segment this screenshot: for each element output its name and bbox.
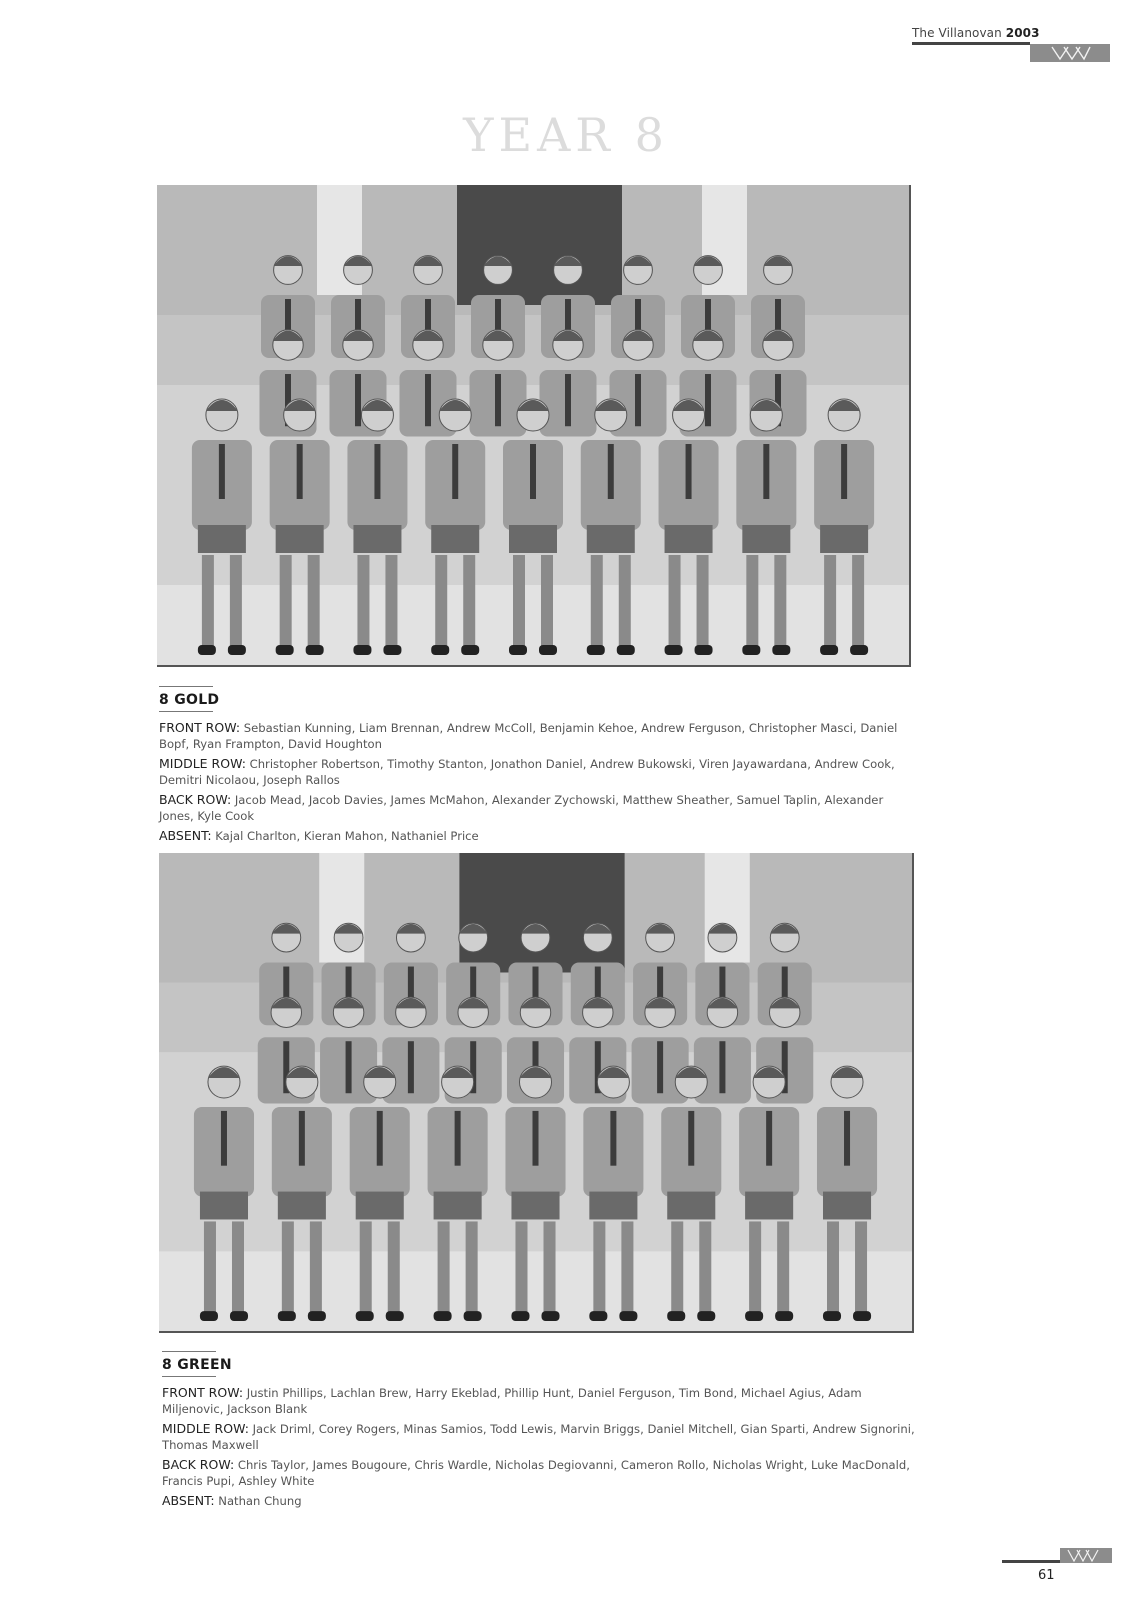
tie — [610, 1111, 616, 1166]
shoe-left — [665, 645, 683, 655]
middle-row-label: MIDDLE ROW: — [162, 1421, 249, 1436]
shorts — [278, 1192, 326, 1220]
sock-right — [699, 1221, 711, 1316]
front-row-label: FRONT ROW: — [159, 720, 241, 735]
shoe-left — [589, 1311, 607, 1321]
absent-list: Kajal Charlton, Kieran Mahon, Nathaniel Price — [215, 829, 479, 843]
shoe-right — [539, 645, 557, 655]
sock-left — [513, 555, 525, 650]
shoe-right — [619, 1311, 637, 1321]
back-row-names — [162, 1457, 922, 1489]
tie — [355, 374, 361, 426]
caption-rule-top — [162, 1351, 216, 1352]
sock-left — [202, 555, 214, 650]
sock-right — [466, 1221, 478, 1316]
sock-right — [463, 555, 475, 650]
sock-left — [438, 1221, 450, 1316]
tie — [299, 1111, 305, 1166]
shorts — [589, 1192, 637, 1220]
doorway — [459, 853, 624, 973]
shoe-left — [742, 645, 760, 655]
tie — [425, 374, 431, 426]
sock-right — [777, 1221, 789, 1316]
sock-right — [855, 1221, 867, 1316]
tie — [608, 444, 614, 499]
caption-rule-bottom — [162, 1376, 216, 1377]
back-row-label: BACK ROW: — [159, 792, 232, 807]
section-title: 8 GOLD — [159, 692, 220, 708]
shoe-right — [306, 645, 324, 655]
sock-right — [619, 555, 631, 650]
shoe-left — [278, 1311, 296, 1321]
tie — [635, 374, 641, 426]
tie — [705, 374, 711, 426]
front-row-list: Sebastian Kunning, Liam Brennan, Andrew McColl, Benjamin Kehoe, Andrew Ferguson, Christopher Masci, Daniel Bopf, Ryan Frampton, David Houghton — [159, 721, 898, 751]
shorts — [431, 525, 479, 553]
shoe-left — [356, 1311, 374, 1321]
tie — [844, 1111, 850, 1166]
page-footer — [1002, 1548, 1112, 1588]
publication-year: 2003 — [1005, 26, 1040, 40]
tie — [346, 1041, 352, 1093]
sock-right — [852, 555, 864, 650]
shoe-left — [587, 645, 605, 655]
absent-names — [162, 1493, 922, 1510]
sock-right — [541, 555, 553, 650]
shorts — [742, 525, 790, 553]
tie — [374, 444, 380, 499]
shoe-right — [461, 645, 479, 655]
absent-label: ABSENT: — [162, 1493, 215, 1508]
header-text — [912, 26, 1112, 40]
sock-right — [230, 555, 242, 650]
middle-row-names — [159, 756, 919, 788]
shoe-left — [820, 645, 838, 655]
shoe-right — [228, 645, 246, 655]
sock-left — [749, 1221, 761, 1316]
villanova-logo-icon — [1030, 44, 1110, 62]
tie — [297, 444, 303, 499]
footer-rule — [1002, 1560, 1060, 1563]
caption-8-green — [162, 1351, 922, 1514]
sock-left — [827, 1221, 839, 1316]
shoe-right — [386, 1311, 404, 1321]
absent-list: Nathan Chung — [218, 1494, 302, 1508]
tie — [377, 1111, 383, 1166]
shoe-left — [353, 645, 371, 655]
shoe-right — [772, 645, 790, 655]
sock-left — [204, 1221, 216, 1316]
shoe-left — [667, 1311, 685, 1321]
shoe-left — [745, 1311, 763, 1321]
shoe-right — [383, 645, 401, 655]
ground — [157, 585, 909, 665]
back-row-list: Chris Taylor, James Bougoure, Chris Wardle, Nicholas Degiovanni, Cameron Rollo, Nicholas Wright, Luke MacDonald, Francis Pupi, Ashley White — [162, 1458, 910, 1488]
sock-right — [385, 555, 397, 650]
shorts — [820, 525, 868, 553]
absent-label: ABSENT: — [159, 828, 212, 843]
shoe-right — [850, 645, 868, 655]
back-row-label: BACK ROW: — [162, 1457, 235, 1472]
page-title: YEAR 8 — [463, 108, 669, 162]
tie — [452, 444, 458, 499]
caption-8-gold — [159, 686, 919, 849]
shorts — [587, 525, 635, 553]
sock-left — [357, 555, 369, 650]
tie — [657, 1041, 663, 1093]
sock-left — [591, 555, 603, 650]
sock-right — [774, 555, 786, 650]
ground — [159, 1251, 912, 1331]
front-row-label: FRONT ROW: — [162, 1385, 244, 1400]
middle-row-list: Christopher Robertson, Timothy Stanton, Jonathon Daniel, Andrew Bukowski, Viren Jayawardana, Andrew Cook, Demitri Nicolaou, Joseph Rallos — [159, 757, 895, 787]
shoe-right — [308, 1311, 326, 1321]
back-row-list: Jacob Mead, Jacob Davies, James McMahon, Alexander Zychowski, Matthew Sheather, Samuel Taplin, Alexander Jones, Kyle Cook — [159, 793, 884, 823]
tie — [719, 1041, 725, 1093]
tie — [686, 444, 692, 499]
tie — [688, 1111, 694, 1166]
sock-right — [388, 1221, 400, 1316]
sock-left — [515, 1221, 527, 1316]
shorts — [511, 1192, 559, 1220]
shoe-left — [200, 1311, 218, 1321]
front-row-names — [159, 720, 919, 752]
sock-left — [669, 555, 681, 650]
sock-left — [435, 555, 447, 650]
running-header — [912, 26, 1112, 40]
shorts — [665, 525, 713, 553]
sock-left — [671, 1221, 683, 1316]
shoe-right — [542, 1311, 560, 1321]
page-number: 61 — [1038, 1568, 1055, 1583]
shoe-right — [617, 645, 635, 655]
shorts — [200, 1192, 248, 1220]
shorts — [356, 1192, 404, 1220]
shorts — [434, 1192, 482, 1220]
sock-right — [544, 1221, 556, 1316]
sock-left — [282, 1221, 294, 1316]
tie — [221, 1111, 227, 1166]
shorts — [276, 525, 324, 553]
caption-rule-top — [159, 686, 213, 687]
tie — [219, 444, 225, 499]
middle-row-names — [162, 1421, 922, 1453]
tie — [532, 1111, 538, 1166]
shorts — [509, 525, 557, 553]
shorts — [823, 1192, 871, 1220]
publication-name: The Villanovan — [912, 26, 1002, 40]
sock-right — [697, 555, 709, 650]
caption-rule-bottom — [159, 711, 213, 712]
shorts — [198, 525, 246, 553]
shoe-right — [230, 1311, 248, 1321]
shoe-left — [509, 645, 527, 655]
front-row-names — [162, 1385, 922, 1417]
shoe-right — [697, 1311, 715, 1321]
shoe-left — [276, 645, 294, 655]
tie — [455, 1111, 461, 1166]
shoe-left — [431, 645, 449, 655]
shoe-left — [198, 645, 216, 655]
shorts — [745, 1192, 793, 1220]
shoe-left — [511, 1311, 529, 1321]
back-row-names — [159, 792, 919, 824]
shoe-right — [775, 1311, 793, 1321]
middle-row-list: Jack Driml, Corey Rogers, Minas Samios, Todd Lewis, Marvin Briggs, Daniel Mitchell, Gian Sparti, Andrew Signorini, Thomas Maxwell — [162, 1422, 915, 1452]
sock-left — [746, 555, 758, 650]
shoe-right — [695, 645, 713, 655]
sock-right — [308, 555, 320, 650]
sock-right — [621, 1221, 633, 1316]
front-row-list: Justin Phillips, Lachlan Brew, Harry Ekeblad, Phillip Hunt, Daniel Ferguson, Tim Bond, Michael Agius, Adam Miljenovic, Jackson Blank — [162, 1386, 862, 1416]
section-title: 8 GREEN — [162, 1357, 232, 1373]
sock-right — [310, 1221, 322, 1316]
class-photo-8-gold — [157, 185, 911, 667]
tie — [841, 444, 847, 499]
shorts — [667, 1192, 715, 1220]
absent-names — [159, 828, 919, 845]
shoe-left — [434, 1311, 452, 1321]
shoe-left — [823, 1311, 841, 1321]
sock-left — [824, 555, 836, 650]
tie — [530, 444, 536, 499]
tie — [495, 374, 501, 426]
middle-row-label: MIDDLE ROW: — [159, 756, 246, 771]
shoe-right — [853, 1311, 871, 1321]
tie — [565, 374, 571, 426]
doorway — [457, 185, 622, 305]
tie — [408, 1041, 414, 1093]
villanova-logo-icon — [1060, 1548, 1112, 1563]
shorts — [353, 525, 401, 553]
header-rule — [912, 42, 1030, 45]
class-photo-8-green — [159, 853, 914, 1333]
sock-left — [593, 1221, 605, 1316]
tie — [763, 444, 769, 499]
tie — [766, 1111, 772, 1166]
sock-left — [280, 555, 292, 650]
sock-left — [360, 1221, 372, 1316]
sock-right — [232, 1221, 244, 1316]
shoe-right — [464, 1311, 482, 1321]
